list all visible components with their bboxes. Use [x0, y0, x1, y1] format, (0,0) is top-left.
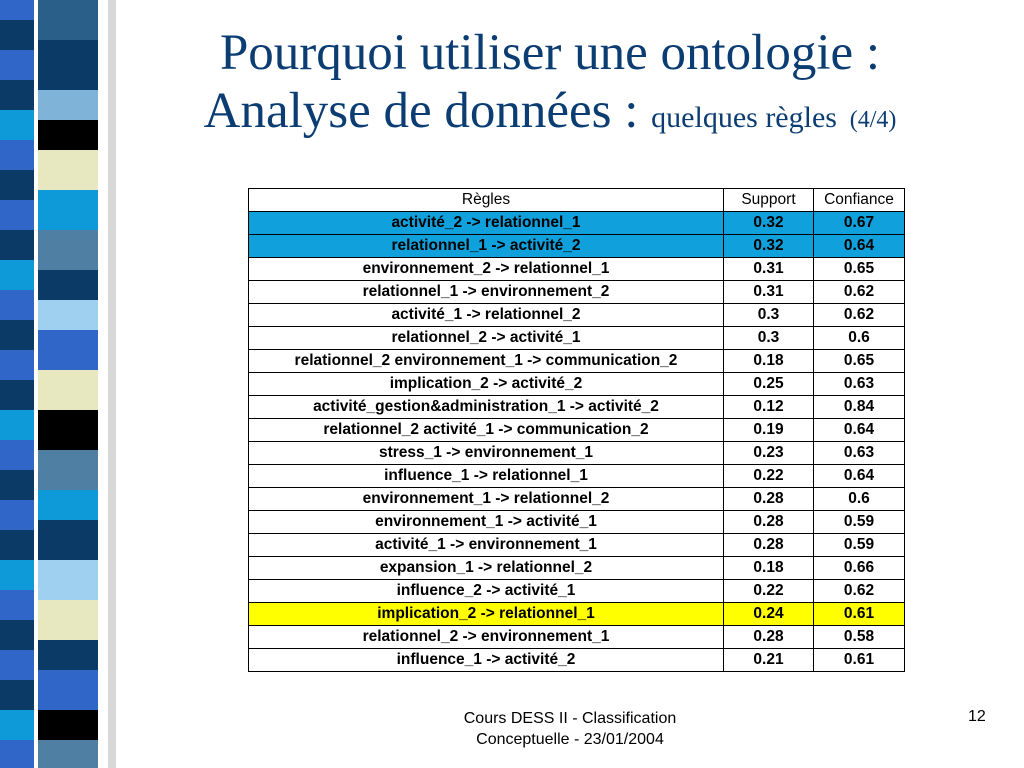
- title-line-2-main: Analyse de données :: [203, 83, 639, 139]
- confidence-cell: 0.84: [814, 396, 905, 419]
- support-cell: 0.22: [724, 465, 814, 488]
- table-row: [249, 327, 905, 350]
- table-row: [249, 511, 905, 534]
- rule-cell: activité_2 -> relationnel_1: [249, 212, 724, 235]
- support-cell: 0.3: [724, 327, 814, 350]
- confidence-cell: 0.62: [814, 281, 905, 304]
- rule-cell: environnement_1 -> relationnel_2: [249, 488, 724, 511]
- table-row: [249, 465, 905, 488]
- confidence-cell: 0.6: [814, 327, 905, 350]
- rule-cell: relationnel_2 -> activité_1: [249, 327, 724, 350]
- table-row: [249, 304, 905, 327]
- table-row: [249, 557, 905, 580]
- title-line-1: Pourquoi utiliser une ontologie :: [219, 25, 881, 81]
- support-cell: 0.23: [724, 442, 814, 465]
- table-row: [249, 235, 905, 258]
- slide-title: [110, 24, 990, 149]
- support-cell: 0.28: [724, 488, 814, 511]
- support-cell: 0.24: [724, 603, 814, 626]
- table-row: [249, 281, 905, 304]
- rule-cell: influence_1 -> relationnel_1: [249, 465, 724, 488]
- support-cell: 0.32: [724, 212, 814, 235]
- confidence-cell: 0.62: [814, 580, 905, 603]
- footer-line-1: Cours DESS II - Classification: [463, 710, 677, 727]
- title-line-2: [110, 82, 990, 149]
- table-row: [249, 212, 905, 235]
- confidence-cell: 0.63: [814, 442, 905, 465]
- rule-cell: relationnel_2 environnement_1 -> communication_2: [249, 350, 724, 373]
- confidence-cell: 0.59: [814, 534, 905, 557]
- support-cell: 0.31: [724, 281, 814, 304]
- confidence-cell: 0.64: [814, 419, 905, 442]
- confidence-cell: 0.59: [814, 511, 905, 534]
- confidence-cell: 0.65: [814, 350, 905, 373]
- support-cell: 0.32: [724, 235, 814, 258]
- decorative-color-strip: [0, 0, 120, 768]
- rule-cell: environnement_2 -> relationnel_1: [249, 258, 724, 281]
- support-cell: 0.18: [724, 350, 814, 373]
- confidence-cell: 0.64: [814, 465, 905, 488]
- confidence-cell: 0.67: [814, 212, 905, 235]
- rule-cell: influence_1 -> activité_2: [249, 649, 724, 672]
- page-number: 12: [968, 708, 986, 725]
- rule-cell: activité_1 -> relationnel_2: [249, 304, 724, 327]
- rule-cell: relationnel_2 activité_1 -> communication_2: [249, 419, 724, 442]
- table-row: [249, 649, 905, 672]
- table-row: [249, 488, 905, 511]
- footer-course: [380, 708, 760, 750]
- support-cell: 0.12: [724, 396, 814, 419]
- support-cell: 0.18: [724, 557, 814, 580]
- rule-cell: environnement_1 -> activité_1: [249, 511, 724, 534]
- table-row: [249, 258, 905, 281]
- rule-cell: activité_1 -> environnement_1: [249, 534, 724, 557]
- rule-cell: relationnel_1 -> environnement_2: [249, 281, 724, 304]
- rule-cell: activité_gestion&administration_1 -> activité_2: [249, 396, 724, 419]
- confidence-cell: 0.62: [814, 304, 905, 327]
- rule-cell: influence_2 -> activité_1: [249, 580, 724, 603]
- support-cell: 0.21: [724, 649, 814, 672]
- rule-cell: implication_2 -> relationnel_1: [249, 603, 724, 626]
- table-row: [249, 626, 905, 649]
- title-line-2-subtitle: quelques règles: [651, 101, 837, 134]
- support-cell: 0.28: [724, 511, 814, 534]
- table-header-row: [249, 189, 905, 212]
- rule-cell: relationnel_2 -> environnement_1: [249, 626, 724, 649]
- table-row: [249, 534, 905, 557]
- table-row: [249, 442, 905, 465]
- confidence-cell: 0.64: [814, 235, 905, 258]
- confidence-cell: 0.6: [814, 488, 905, 511]
- support-cell: 0.3: [724, 304, 814, 327]
- support-cell: 0.19: [724, 419, 814, 442]
- confidence-cell: 0.61: [814, 603, 905, 626]
- header-confidence: Confiance: [814, 189, 905, 212]
- support-cell: 0.31: [724, 258, 814, 281]
- support-cell: 0.28: [724, 626, 814, 649]
- table-row: [249, 603, 905, 626]
- footer-line-2: Conceptuelle - 23/01/2004: [476, 731, 664, 748]
- table-row: [249, 350, 905, 373]
- rule-cell: expansion_1 -> relationnel_2: [249, 557, 724, 580]
- confidence-cell: 0.66: [814, 557, 905, 580]
- rule-cell: implication_2 -> activité_2: [249, 373, 724, 396]
- table-row: [249, 396, 905, 419]
- table-row: [249, 419, 905, 442]
- rule-cell: stress_1 -> environnement_1: [249, 442, 724, 465]
- confidence-cell: 0.63: [814, 373, 905, 396]
- support-cell: 0.25: [724, 373, 814, 396]
- support-cell: 0.22: [724, 580, 814, 603]
- title-line-2-count: (4/4): [849, 107, 897, 133]
- support-cell: 0.28: [724, 534, 814, 557]
- confidence-cell: 0.61: [814, 649, 905, 672]
- confidence-cell: 0.65: [814, 258, 905, 281]
- header-rules: Règles: [249, 189, 724, 212]
- confidence-cell: 0.58: [814, 626, 905, 649]
- rule-cell: relationnel_1 -> activité_2: [249, 235, 724, 258]
- table-row: [249, 373, 905, 396]
- rules-table: [248, 188, 905, 672]
- header-support: Support: [724, 189, 814, 212]
- table-row: [249, 580, 905, 603]
